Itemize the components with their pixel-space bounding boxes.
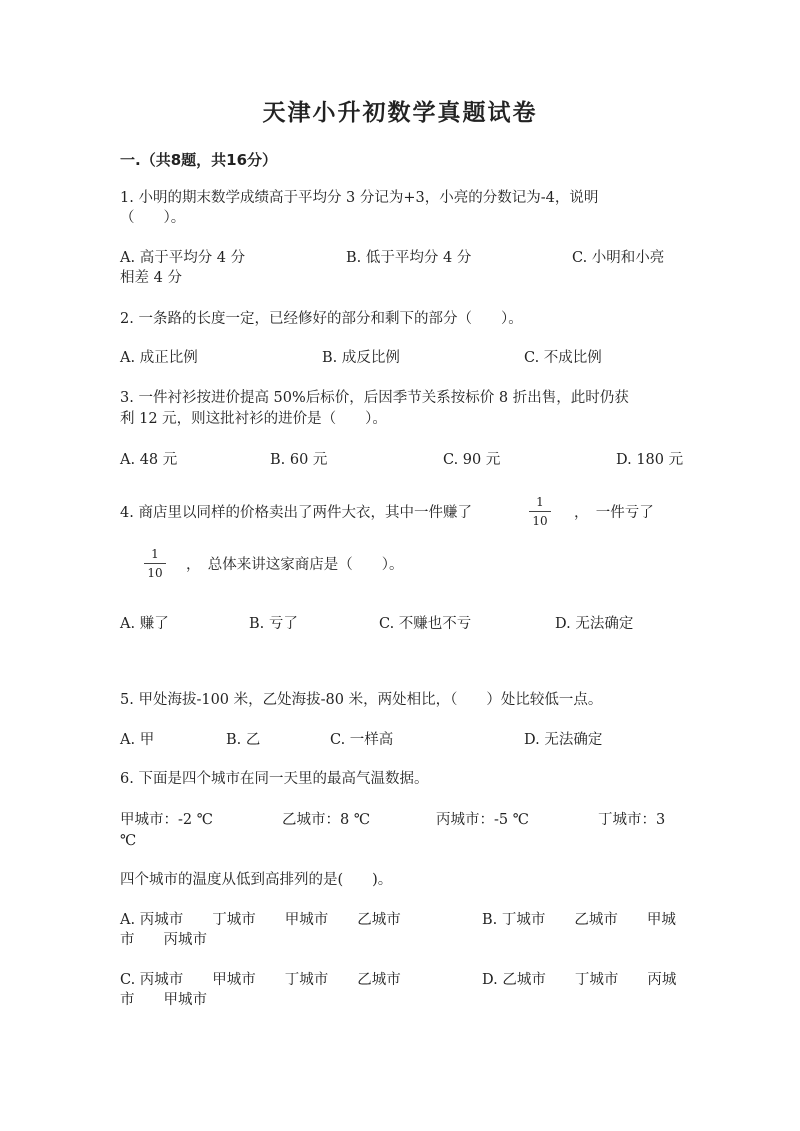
fraction-1-bar: [529, 511, 551, 512]
temperature-ding-unit: ℃: [120, 833, 137, 849]
question-5-option-b: B. 乙: [226, 732, 261, 748]
question-6-option-d-line-1: D. 乙城市 丁城市 丙城: [482, 972, 677, 988]
fraction-one-tenth-2: [143, 547, 167, 580]
question-2-option-b: B. 成反比例: [322, 350, 400, 366]
question-6-option-a-line-2: 市 丙城市: [120, 932, 207, 948]
question-1-option-b: B. 低于平均分 4 分: [346, 250, 472, 266]
question-3-stem-line-1: 3. 一件衬衫按进价提高 50%后标价，后因季节关系按标价 8 折出售，此时仍获: [120, 390, 629, 406]
question-5-option-c: C. 一样高: [330, 732, 394, 748]
question-4-option-d: D. 无法确定: [555, 616, 634, 632]
question-1-option-a: A. 高于平均分 4 分: [120, 250, 246, 266]
fraction-one-tenth-1: [528, 495, 552, 528]
question-4-stem-part-2: ， 一件亏了: [574, 505, 654, 521]
question-1-option-c-line-1: C. 小明和小亮: [572, 250, 665, 266]
fraction-2-numerator: 1: [151, 547, 159, 561]
fraction-2-bar: [144, 563, 166, 564]
question-4-stem-part-1: 4. 商店里以同样的价格卖出了两件大衣，其中一件赚了: [120, 505, 472, 521]
temperature-ding: 丁城市：3: [598, 812, 666, 828]
temperature-bing: 丙城市：-5 ℃: [436, 812, 529, 828]
question-1-stem-line-2: （ ）。: [120, 210, 186, 226]
question-4-option-a: A. 赚了: [120, 616, 169, 632]
question-5-option-a: A. 甲: [120, 732, 155, 748]
fraction-1-denominator: 10: [532, 514, 548, 528]
question-3-option-b: B. 60 元: [270, 452, 328, 468]
question-4-option-b: B. 亏了: [249, 616, 298, 632]
question-5-option-d: D. 无法确定: [524, 732, 603, 748]
page-title: 天津小升初数学真题试卷: [262, 100, 538, 126]
fraction-1-numerator: 1: [536, 495, 544, 509]
question-3-option-a: A. 48 元: [120, 452, 178, 468]
question-6-stem: 6. 下面是四个城市在同一天里的最高气温数据。: [120, 771, 429, 787]
question-6-question: 四个城市的温度从低到高排列的是( )。: [120, 872, 393, 888]
temperature-jia: 甲城市：-2 ℃: [120, 812, 213, 828]
question-6-option-c-line-2: 市 甲城市: [120, 992, 207, 1008]
question-3-option-c: C. 90 元: [443, 452, 501, 468]
temperature-yi: 乙城市：8 ℃: [282, 812, 371, 828]
question-2-stem: 2. 一条路的长度一定，已经修好的部分和剩下的部分（ ）。: [120, 311, 523, 327]
question-6-option-a-line-1: A. 丙城市 丁城市 甲城市 乙城市: [120, 912, 401, 928]
question-3-option-d: D. 180 元: [616, 452, 684, 468]
question-2-option-c: C. 不成比例: [524, 350, 602, 366]
question-3-stem-line-2: 利 12 元，则这批衬衫的进价是（ ）。: [120, 411, 387, 427]
section-heading: 一.（共8题，共16分）: [120, 151, 278, 169]
question-2-option-a: A. 成正比例: [120, 350, 198, 366]
question-4-stem-part-3: ， 总体来讲这家商店是（ ）。: [186, 557, 404, 573]
question-5-stem: 5. 甲处海拔-100 米，乙处海拔-80 米，两处相比，（ ）处比较低一点。: [120, 692, 603, 708]
question-4-option-c: C. 不赚也不亏: [379, 616, 472, 632]
question-6-option-b-line-1: B. 丁城市 乙城市 甲城: [482, 912, 676, 928]
question-1-stem-line-1: 1. 小明的期末数学成绩高于平均分 3 分记为+3，小亮的分数记为-4，说明: [120, 190, 599, 206]
question-1-option-c-line-2: 相差 4 分: [120, 270, 182, 286]
question-6-option-c-line-1: C. 丙城市 甲城市 丁城市 乙城市: [120, 972, 401, 988]
fraction-2-denominator: 10: [147, 566, 163, 580]
